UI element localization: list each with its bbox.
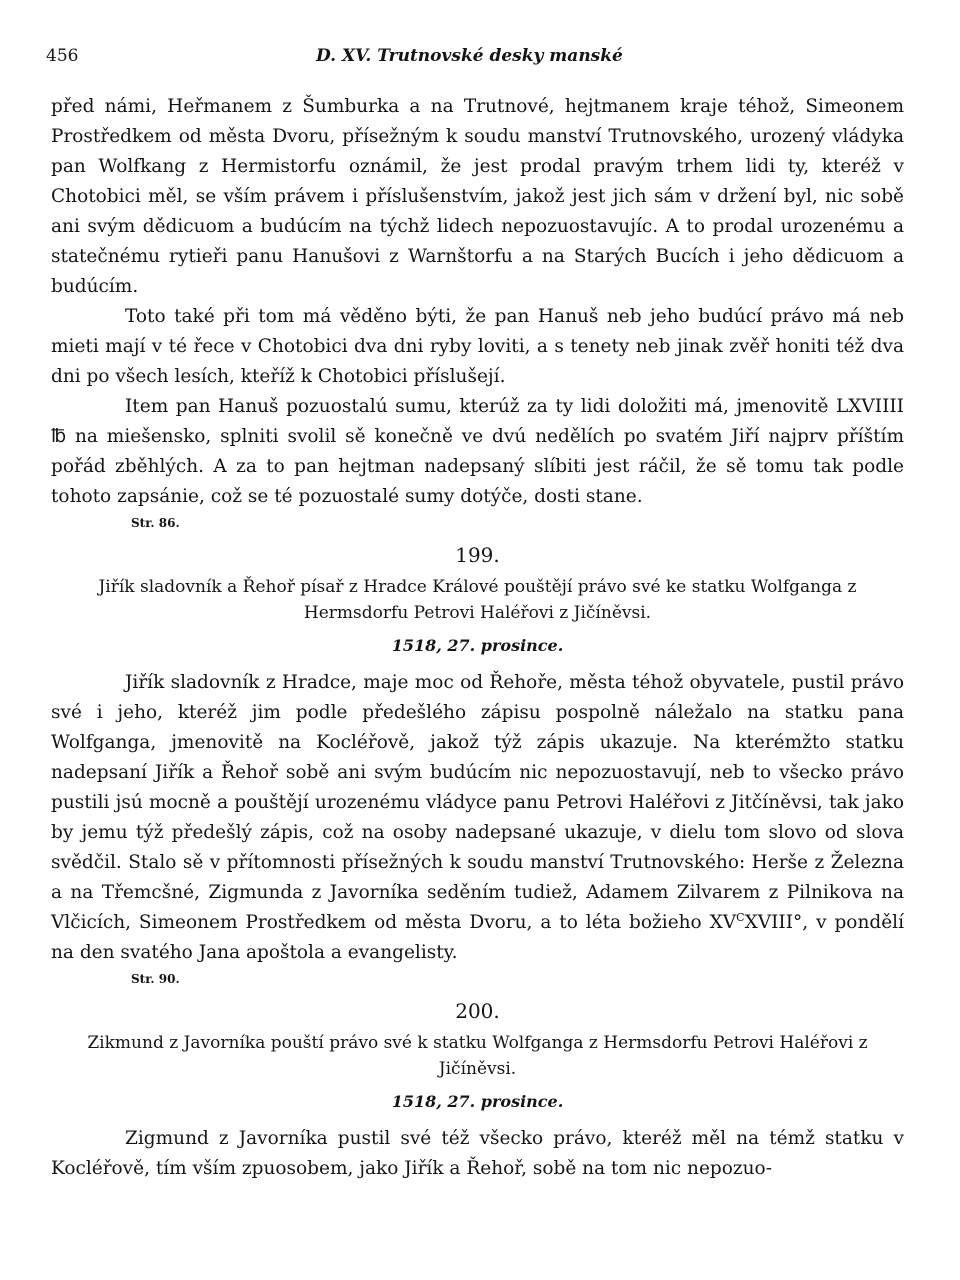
entry-summary: Zikmund z Javorníka pouští právo své k statku Wolfganga z Hermsdorfu Petrovi Haléřovi z Jičíněvsi. [87,1033,868,1079]
entry-date: 1518, 27. prosince. [391,1092,564,1111]
entry-text-part: Jiřík sladovník z Hradce, maje moc od Řehoře, města téhož obyvatele, pustil právo své i jeho, kteréž jim podle předešlého zápisu pospolně náležalo na statku pana Wolfganga, jmenovitě na Kocléřově, jakož týž zápis ukazuje. Na kterémžto statku nadepsaní Jiřík a Řehoř sobě ani svým budúcím nic nepozuostavují, neb to všecko právo pustili jsú mocně a pouštějí urozenému vládyce panu Petrovi Haléřovi z Jitčíněvsi, tak jako by jemu týž předešlý zápis, což na osoby nadepsané ukazuje, v dielu tom slovo od slova svědčil. Stalo sě v přítomnosti přísežných k soudu manství Trutnovského: Herše z Železna a na Třemcšné, Zigmunda z Javorníka seděním tudiež, Adamem Zilvarem z Pilnikova na Vlčicích, Simeonem Prostředkem od města Dvoru, a to léta božieho XV [51,672,904,933]
entry-summary: Jiřík sladovník a Řehoř písař z Hradce Králové pouštějí právo své ke statku Wolfganga z Hermsdorfu Petrovi Haléřovi z Jičíněvsi. [98,577,857,623]
page-number: 456 [46,46,79,66]
entry-date: 1518, 27. prosince. [391,636,564,655]
paragraph: Item pan Hanuš pozuostalú sumu, kterúž za ty lidi doložiti má, jmenovitě LXVIIII ℔ na miešensko, splniti svolil sě konečně ve dvú nedělích po svatém Jiří najprv příštím pořád zběhlých. A za to pan hejtman nadepsaný slíbiti jest ráčil, že sě tomu tak podle tohoto zapsánie, což se té pozuostalé sumy dotýče, dosti stane. [51,396,904,507]
paragraph: Toto také při tom má věděno býti, že pan Hanuš neb jeho budúcí právo má neb mieti mají v té řece v Chotobici dva dni ryby loviti, a s tenety neb jinak zvěř honiti též dva dni po všech lesích, kteříž k Chotobici příslušejí. [51,306,904,387]
running-head: D. XV. Trutnovské desky manské [316,46,623,66]
source-reference: Str. 86. [131,516,180,530]
superscript: C [736,910,745,924]
page-header [46,46,910,76]
entry-text [51,668,904,968]
paragraph-continuation: před námi, Heřmanem z Šumburka a na Trutnové, hejtmanem kraje téhož, Simeonem Prostředkem od města Dvoru, přísežným k soudu manství Trutnovského, urozený vládyka pan Wolfkang z Hermistorfu oznámil, že jest prodal pravým trhem lidi ty, kteréž v Chotobici měl, se vším právem i příslušenstvím, jakož jest jich sám v držení byl, nic sobě ani svým dědicuom a budúcím na týchž lidech nepozuostavujíc. A to prodal urozenému a statečnému rytieři panu Hanušovi z Warnštorfu a na Starých Bucích i jeho dědicuom a budúcím. [51,96,904,297]
entry-number: 199. [455,543,500,567]
entry-number: 200. [455,999,500,1023]
page-body [51,92,904,1184]
source-reference: Str. 90. [131,972,180,986]
entry-text-part: XVIII°, v pondělí na den svatého Jana apoštola a evangelisty. [51,912,904,963]
entry-text: Zigmund z Javorníka pustil své též všecko právo, kteréž měl na témž statku v Kocléřově, tím vším zpuosobem, jako Jiřík a Řehoř, sobě na tom nic nepozuo- [51,1128,904,1179]
